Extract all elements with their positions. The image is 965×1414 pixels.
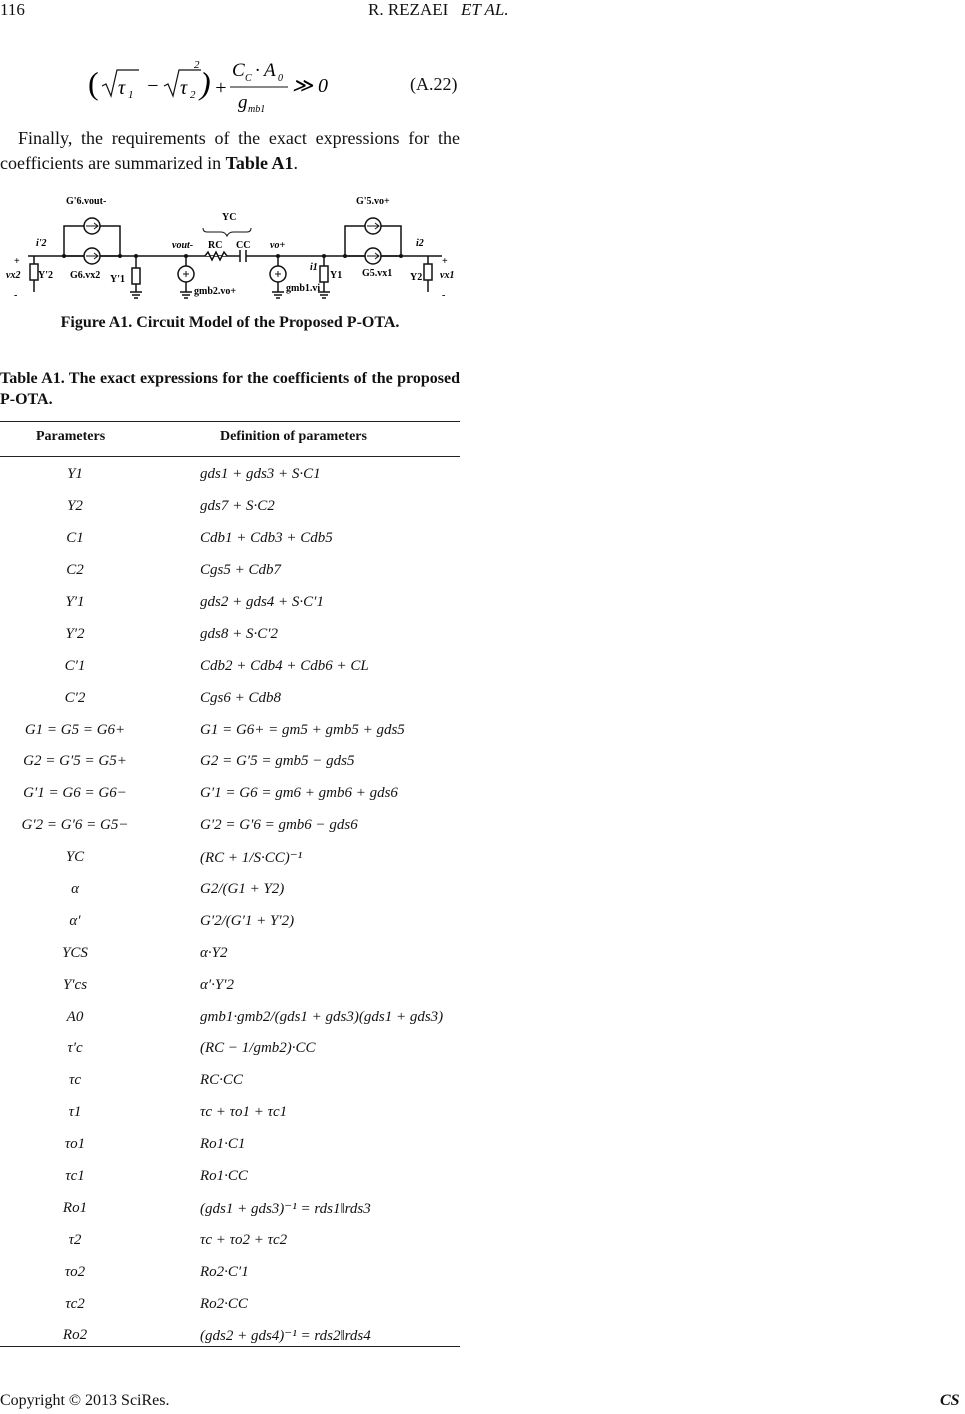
table-top-rule bbox=[0, 421, 460, 422]
label-cc: CC bbox=[236, 240, 251, 251]
svg-text:C: C bbox=[245, 73, 252, 84]
parameter-cell: Y′1 bbox=[65, 594, 85, 610]
label-y1: Y1 bbox=[330, 270, 343, 281]
definition-cell: gds1 + gds3 + S·C1 bbox=[200, 466, 321, 483]
authors: R. REZAEI bbox=[368, 0, 449, 19]
label-y2: Y2 bbox=[410, 272, 423, 283]
label-vop: vo+ bbox=[270, 240, 286, 251]
parameter-cell: C′1 bbox=[64, 657, 86, 674]
svg-text:mb1: mb1 bbox=[248, 104, 266, 115]
definition-cell: gds8 + S·C′2 bbox=[200, 625, 278, 642]
label-g5: G'5.vo+ bbox=[356, 196, 390, 207]
parameter-cell: Y′2 bbox=[65, 625, 85, 642]
table-row bbox=[0, 650, 460, 682]
parameters-table bbox=[0, 459, 460, 1352]
table-row bbox=[0, 1129, 460, 1161]
parameter-cell: G2 = G′5 = G5+ bbox=[23, 753, 127, 770]
page-number: 116 bbox=[0, 0, 25, 19]
definition-cell: Cdb2 + Cdb4 + Cdb6 + CL bbox=[200, 657, 369, 674]
table-row bbox=[0, 969, 460, 1001]
table-row bbox=[0, 555, 460, 587]
svg-text:τ: τ bbox=[180, 77, 188, 99]
table-row bbox=[0, 842, 460, 874]
label-plus-right: + bbox=[442, 256, 448, 267]
parameter-cell: Y1 bbox=[67, 466, 83, 483]
parameter-cell: τo1 bbox=[64, 1136, 86, 1153]
svg-text:A: A bbox=[264, 60, 276, 81]
circuit-figure bbox=[0, 188, 460, 308]
table-row bbox=[0, 1161, 460, 1193]
label-i2: i2 bbox=[416, 238, 424, 249]
equation-a22 bbox=[80, 56, 460, 116]
definition-cell: G1 = G6+ = gm5 + gmb5 + gds5 bbox=[200, 721, 405, 738]
label-minus-left: - bbox=[14, 290, 18, 301]
table-row bbox=[0, 1320, 460, 1352]
parameter-cell: τ2 bbox=[68, 1231, 82, 1248]
parameter-cell: G′2 = G′6 = G5− bbox=[21, 817, 129, 834]
svg-text:(: ( bbox=[88, 65, 99, 101]
label-y2p: Y'2 bbox=[38, 270, 53, 281]
label-y1p: Y'1 bbox=[110, 274, 125, 285]
svg-text:≫ 0: ≫ 0 bbox=[292, 75, 328, 97]
label-i1: i1 bbox=[310, 262, 318, 273]
parameter-cell: α bbox=[71, 881, 79, 898]
label-yc: YC bbox=[222, 212, 237, 223]
definition-cell: (gds2 + gds4)⁻¹ = rds2‖rds4 bbox=[200, 1328, 371, 1345]
label-gmb1: gmb1.vi bbox=[286, 283, 321, 294]
svg-text:τ: τ bbox=[118, 77, 126, 99]
label-vx1: vx1 bbox=[440, 270, 455, 281]
definition-cell: gds7 + S·C2 bbox=[200, 498, 275, 515]
column-header-definition: Definition of parameters bbox=[220, 429, 367, 444]
paragraph-end: . bbox=[293, 153, 298, 173]
circuit-diagram bbox=[0, 188, 460, 308]
table-row bbox=[0, 1065, 460, 1097]
definition-cell: Ro2·C′1 bbox=[200, 1263, 249, 1280]
figure-caption: Figure A1. Circuit Model of the Proposed P-OTA. bbox=[60, 314, 400, 331]
table-caption: Table A1. The exact expressions for the coefficients of the proposed P-OTA. bbox=[0, 370, 460, 408]
svg-text:2: 2 bbox=[194, 59, 200, 71]
parameter-cell: G′1 = G6 = G6− bbox=[23, 785, 127, 802]
definition-cell: α·Y2 bbox=[200, 944, 228, 961]
parameter-cell: Y2 bbox=[67, 498, 83, 515]
parameter-cell: τc2 bbox=[65, 1295, 85, 1312]
parameter-cell: YCS bbox=[62, 944, 88, 961]
label-g6: G'6.vout- bbox=[66, 196, 107, 207]
definition-cell: τc + τo2 + τc2 bbox=[200, 1231, 288, 1248]
parameter-cell: τ1 bbox=[68, 1104, 82, 1121]
table-row bbox=[0, 905, 460, 937]
label-vout: vout- bbox=[172, 240, 194, 251]
definition-cell: Ro1·CC bbox=[200, 1168, 248, 1185]
table-row bbox=[0, 587, 460, 619]
parameter-cell: α′ bbox=[69, 912, 81, 929]
definition-cell: Cdb1 + Cdb3 + Cdb5 bbox=[200, 530, 333, 547]
definition-cell: (RC + 1/S·CC)⁻¹ bbox=[200, 850, 303, 867]
definition-cell: Ro1·C1 bbox=[200, 1136, 246, 1153]
table-row bbox=[0, 682, 460, 714]
parameter-cell: τc1 bbox=[65, 1168, 85, 1185]
parameter-cell: C1 bbox=[66, 530, 84, 547]
table-header-rule bbox=[0, 456, 460, 457]
table-row bbox=[0, 459, 460, 491]
definition-cell: gds2 + gds4 + S·C′1 bbox=[200, 594, 324, 610]
table-row bbox=[0, 937, 460, 969]
svg-text:): ) bbox=[200, 65, 211, 101]
svg-text:C: C bbox=[232, 60, 245, 81]
svg-text:+: + bbox=[214, 77, 228, 99]
parameter-cell: Y′cs bbox=[62, 976, 88, 993]
table-row bbox=[0, 1224, 460, 1256]
definition-cell: τc + τo1 + τc1 bbox=[200, 1104, 288, 1121]
table-row bbox=[0, 1192, 460, 1224]
table-row bbox=[0, 874, 460, 906]
definition-cell: G′2/(G′1 + Y′2) bbox=[200, 912, 295, 929]
table-row bbox=[0, 1001, 460, 1033]
svg-text:g: g bbox=[238, 92, 248, 113]
definition-cell: G2 = G′5 = gmb5 − gds5 bbox=[200, 753, 355, 770]
parameter-cell: A0 bbox=[66, 1008, 84, 1025]
table-row bbox=[0, 1256, 460, 1288]
table-bottom-rule bbox=[0, 1346, 460, 1347]
svg-text:2: 2 bbox=[190, 89, 196, 101]
label-minus-right: - bbox=[442, 290, 446, 301]
body-paragraph bbox=[0, 126, 460, 176]
column-header-parameters: Parameters bbox=[36, 429, 106, 444]
table-row bbox=[0, 810, 460, 842]
definition-cell: Ro2·CC bbox=[200, 1295, 248, 1312]
definition-cell: gmb1·gmb2/(gds1 + gds3)(gds1 + gds3) bbox=[200, 1008, 444, 1025]
table-reference: Table A1 bbox=[225, 153, 294, 173]
table-row bbox=[0, 1097, 460, 1129]
table-row bbox=[0, 523, 460, 555]
copyright: Copyright © 2013 SciRes. bbox=[0, 1392, 170, 1409]
definition-cell: G′2 = G′6 = gmb6 − gds6 bbox=[200, 817, 358, 834]
table-row bbox=[0, 746, 460, 778]
table-row bbox=[0, 1033, 460, 1065]
definition-cell: RC·CC bbox=[200, 1072, 243, 1089]
label-vx2: vx2 bbox=[6, 270, 21, 281]
definition-cell: (RC − 1/gmb2)·CC bbox=[200, 1040, 316, 1057]
table-row bbox=[0, 778, 460, 810]
definition-cell: Cgs6 + Cdb8 bbox=[200, 689, 281, 706]
equation-number: (A.22) bbox=[410, 74, 458, 94]
parameter-cell: Ro2 bbox=[62, 1327, 88, 1344]
parameter-cell: G1 = G5 = G6+ bbox=[24, 721, 126, 738]
svg-text:0: 0 bbox=[278, 73, 283, 84]
parameter-cell: τ′c bbox=[67, 1040, 83, 1057]
parameter-cell: YC bbox=[65, 849, 85, 866]
running-head-authors bbox=[368, 0, 509, 20]
svg-text:−: − bbox=[146, 75, 160, 97]
label-gmb2: gmb2.vo+ bbox=[194, 286, 237, 297]
definition-cell: G2/(G1 + Y2) bbox=[200, 881, 285, 898]
journal-abbrev: CS bbox=[940, 1392, 960, 1409]
parameter-cell: Ro1 bbox=[62, 1199, 88, 1216]
table-row bbox=[0, 1288, 460, 1320]
label-plus-left: + bbox=[14, 256, 20, 267]
equation-graphic bbox=[80, 56, 400, 116]
table-row bbox=[0, 714, 460, 746]
label-g6vx2: G6.vx2 bbox=[70, 270, 101, 281]
svg-text:·: · bbox=[255, 60, 260, 81]
parameter-cell: τo2 bbox=[64, 1263, 86, 1280]
definition-cell: α′·Y′2 bbox=[200, 976, 235, 993]
parameter-cell: τc bbox=[68, 1072, 82, 1089]
parameter-cell: C2 bbox=[66, 562, 84, 579]
label-rc: RC bbox=[208, 240, 223, 251]
definition-cell: Cgs5 + Cdb7 bbox=[200, 562, 281, 579]
definition-cell: (gds1 + gds3)⁻¹ = rds1‖rds3 bbox=[200, 1200, 371, 1217]
label-i2p: i'2 bbox=[36, 238, 47, 249]
svg-text:1: 1 bbox=[128, 89, 134, 101]
definition-cell: G′1 = G6 = gm6 + gmb6 + gds6 bbox=[200, 785, 398, 802]
et-al: ET AL. bbox=[461, 0, 509, 19]
paragraph-text: Finally, the requirements of the exact expressions for the coefficients are summarized in bbox=[0, 128, 460, 173]
label-g5vx1: G5.vx1 bbox=[362, 268, 393, 279]
parameter-cell: C′2 bbox=[64, 689, 86, 706]
table-row bbox=[0, 618, 460, 650]
table-row bbox=[0, 491, 460, 523]
